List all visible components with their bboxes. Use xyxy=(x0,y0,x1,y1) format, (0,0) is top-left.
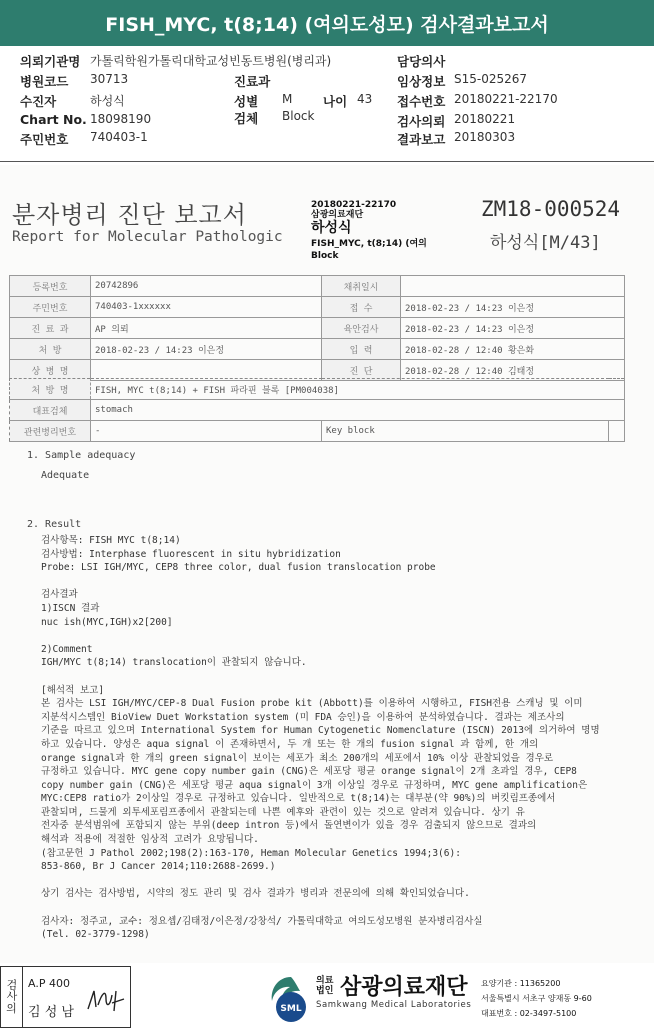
doc-title-ko: 분자병리 진단 보고서 xyxy=(12,201,247,229)
sml-logo-icon xyxy=(266,974,316,1024)
info-row xyxy=(10,318,625,339)
section2-title: 2. Result xyxy=(27,519,82,530)
sticker-block: Block xyxy=(311,251,339,261)
info-value: AP 의뢰 xyxy=(91,318,322,339)
zm-name: 하성식[M/43] xyxy=(490,233,601,253)
rep-label: 대표검체 xyxy=(10,400,91,421)
info-label: 등록번호 xyxy=(10,276,91,297)
result-line xyxy=(41,575,600,589)
signature-icon xyxy=(84,985,128,1015)
logo-small1: 의료 xyxy=(316,976,334,986)
report-header xyxy=(0,46,654,160)
header-divider xyxy=(0,161,654,162)
keyblock-label: Key block xyxy=(322,421,609,442)
order-table xyxy=(9,378,625,442)
chart-value: 18098190 xyxy=(90,112,152,126)
report-title: FISH_MYC, t(8;14) (여의도성모) 검사결과보고서 xyxy=(105,13,549,36)
request-value: 20180221 xyxy=(454,112,516,126)
id-value: 740403-1 xyxy=(90,130,148,144)
svg-text:SML: SML xyxy=(280,1004,302,1014)
report-title-bar xyxy=(0,0,654,46)
chart-label: Chart No. xyxy=(20,112,87,127)
code-label: 병원코드 xyxy=(20,74,69,89)
lab-info-3: 대표번호 : 02-3497-5100 xyxy=(481,1009,577,1018)
dept-label: 진료과 xyxy=(234,74,271,89)
result-line: IGH/MYC t(8;14) translocation이 관찰되지 않습니다. xyxy=(41,657,307,669)
info-label: 육안검사 xyxy=(322,318,401,339)
order-label: 처 방 명 xyxy=(10,379,91,400)
report-date-value: 20180303 xyxy=(454,130,516,144)
related-label: 관련병리번호 xyxy=(10,421,91,442)
specimen-value: Block xyxy=(282,109,315,123)
info-label: 진 단 xyxy=(322,360,401,381)
age-value: 43 xyxy=(357,92,373,106)
info-label: 주민번호 xyxy=(10,297,91,318)
info-value: 740403-1xxxxxx xyxy=(91,297,322,318)
result-line: 검사결과 xyxy=(41,589,78,601)
sex-label: 성별 xyxy=(234,94,259,109)
sex-value: M xyxy=(282,92,293,106)
info-label: 입 력 xyxy=(322,339,401,360)
result-line: 본 검사는 LSI IGH/MYC/CEP-8 Dual Fusion probe kit (Abbott)를 이용하여 시행하고, FISH전용 스캐닝 및 이미 xyxy=(41,698,583,710)
result-line: 관찰되며, 드물게 외투세포림프종에서 관찰되는데 나쁜 예후와 관련이 있는 것으로 알려져 있습니다. 상기 유 xyxy=(41,806,525,818)
receipt-value: 20180221-22170 xyxy=(454,92,558,106)
result-body xyxy=(41,534,600,942)
result-line: 전자중 분석범위에 포함되지 않는 부위(deep intron 등)에서 돌연변이가 있을 경우 검출되지 않으므로 결과의 xyxy=(41,820,537,832)
result-line: (참고문헌 J Pathol 2002;198(2):163-170, Heman Molecular Genetics 1994;3(6): xyxy=(41,847,461,859)
id-label: 주민번호 xyxy=(20,132,69,147)
clinical-value: S15-025267 xyxy=(454,72,528,86)
result-line: 검사항목: FISH MYC t(8;14) xyxy=(41,535,181,546)
result-line: (Tel. 02-3779-1298) xyxy=(41,929,150,941)
info-label: 상 병 명 xyxy=(10,360,91,381)
doctor-label: 담당의사 xyxy=(397,54,446,69)
keyblock-value xyxy=(609,421,625,442)
result-line: MYC:CEP8 ratio가 2이상일 경우로 규정하고 있습니다. 일반적으로 t(8;14)는 대부분(약 90%)의 버킷림프종에서 xyxy=(41,793,556,805)
info-value: 2018-02-23 / 14:23 이은정 xyxy=(401,318,625,339)
info-value: 2018-02-23 / 14:23 이은정 xyxy=(91,339,322,360)
result-line: Probe: LSI IGH/MYC, CEP8 three color, dual fusion translocation probe xyxy=(41,562,436,574)
lab-info-2: 서울특별시 서초구 양재동 9-60 xyxy=(481,994,592,1003)
scanned-report xyxy=(0,165,654,963)
code-value: 30713 xyxy=(90,72,129,86)
request-label: 검사의뢰 xyxy=(397,114,446,129)
age-label: 나이 xyxy=(323,94,348,109)
info-label: 진 료 과 xyxy=(10,318,91,339)
zm-number: ZM18-000524 xyxy=(481,197,621,221)
result-line: copy number gain (CNG)은 세포당 평균 aqua signal이 3개 이상일 경우로 규정하며, MYC gene amplification은 xyxy=(41,779,588,791)
report-footer xyxy=(0,966,654,1031)
patient-label: 수진자 xyxy=(20,94,57,109)
logo-small xyxy=(316,976,333,996)
report-date-label: 결과보고 xyxy=(397,132,446,147)
logo-en: Samkwang Medical Laboratories xyxy=(316,1000,472,1010)
info-label: 접 수 xyxy=(322,297,401,318)
result-line: 지분석시스템인 BioView Duet Workstation system (미 FDA 승인)을 이용하여 분석하였습니다. 결과는 제조사의 xyxy=(41,711,565,723)
result-line: orange signal과 한 개의 green signal이 보이는 세포가 최소 200개의 세포에서 10% 이상 관찰되었을 경우로 xyxy=(41,752,554,764)
result-line xyxy=(41,629,600,643)
sticker-test: FISH_MYC, t(8;14) (여의 xyxy=(311,239,427,249)
result-line: 상기 검사는 검사방법, 시약의 정도 관리 및 검사 결과가 병리과 전문의에 의해 확인되었습니다. xyxy=(41,888,470,900)
hospital-label: 의뢰기관명 xyxy=(20,54,81,69)
result-line: 해석과 적용에 적절한 임상적 고려가 요망됩니다. xyxy=(41,834,259,846)
result-line: 2)Comment xyxy=(41,643,93,655)
patient-info-table xyxy=(9,275,625,381)
result-line: [해석적 보고] xyxy=(41,684,105,696)
doctor-box xyxy=(22,966,131,1028)
info-label: 처 방 xyxy=(10,339,91,360)
info-label: 채취일시 xyxy=(322,276,401,297)
logo-small2: 법인 xyxy=(316,986,334,996)
order-value: FISH, MYC t(8;14) + FISH 파라핀 블록 [PM004038] xyxy=(91,379,625,400)
info-value: 2018-02-28 / 12:40 김태정 xyxy=(401,360,625,381)
result-line xyxy=(41,874,600,888)
result-line: nuc ish(MYC,IGH)x2[200] xyxy=(41,616,173,628)
result-line: 검사방법: Interphase fluorescent in situ hybridization xyxy=(41,548,341,560)
sticker-org: 삼광의료재단 xyxy=(311,210,364,220)
result-line: 규정하고 있습니다. MYC gene copy number gain (CNG)은 세포당 평균 orange signal이 2개 초과일 경우, CEP8 xyxy=(41,766,577,778)
info-value xyxy=(401,276,625,297)
lab-info xyxy=(481,976,592,1021)
result-line xyxy=(41,901,600,915)
stamp-top: 검사 xyxy=(5,978,18,1001)
info-row xyxy=(10,276,625,297)
section1-title: 1. Sample adequacy xyxy=(27,450,136,461)
lab-info-1: 요양기관 : 11365200 xyxy=(481,979,561,988)
result-line: 853-860, Br J Cancer 2014;110:2688-2699.) xyxy=(41,861,276,873)
specimen-sticker xyxy=(311,200,427,261)
info-row xyxy=(10,339,625,360)
result-line: 검사자: 정주교, 교수: 정요셉/김태정/이은정/강창석/ 가톨릭대학교 여의도성모병원 분자병리검사실 xyxy=(41,915,483,927)
clinical-label: 임상정보 xyxy=(397,74,446,89)
hospital-value: 가톨릭학원가톨릭대학교성빈동트병원(병리과) xyxy=(90,54,332,68)
result-line: 1)ISCN 결과 xyxy=(41,602,100,614)
stamp-bottom: 의 xyxy=(6,1001,17,1015)
section1-value: Adequate xyxy=(41,470,90,481)
rep-value: stomach xyxy=(91,400,625,421)
stamp-box xyxy=(0,966,23,1028)
result-line: 하고 있습니다. 양성은 aqua signal 이 존재하면서, 두 개 또는 한 개의 fusion signal 과 함께, 한 개의 xyxy=(41,738,539,750)
receipt-label: 접수번호 xyxy=(397,94,446,109)
specimen-label: 검체 xyxy=(234,111,259,126)
sticker-number: 20180221-22170 xyxy=(311,200,397,210)
doctor-name: 김 성 남 xyxy=(28,1005,74,1020)
related-value: - xyxy=(91,421,322,442)
logo-name: 삼광의료재단 xyxy=(340,975,468,1000)
info-value: 20742896 xyxy=(91,276,322,297)
doc-title-en: Report for Molecular Pathologic xyxy=(12,229,283,245)
result-line xyxy=(41,670,600,684)
patient-value: 하성식 xyxy=(90,94,125,108)
info-value: 2018-02-28 / 12:40 황은화 xyxy=(401,339,625,360)
ap-number: A.P 400 xyxy=(28,977,70,990)
info-value: 2018-02-23 / 14:23 이은정 xyxy=(401,297,625,318)
sticker-name: 하성식 xyxy=(311,220,352,236)
result-line: 기준을 따르고 있으며 International System for Human Cytogenetic Nomenclature (ISCN) 2013에 의거하여 명명 xyxy=(41,725,600,737)
info-row xyxy=(10,297,625,318)
